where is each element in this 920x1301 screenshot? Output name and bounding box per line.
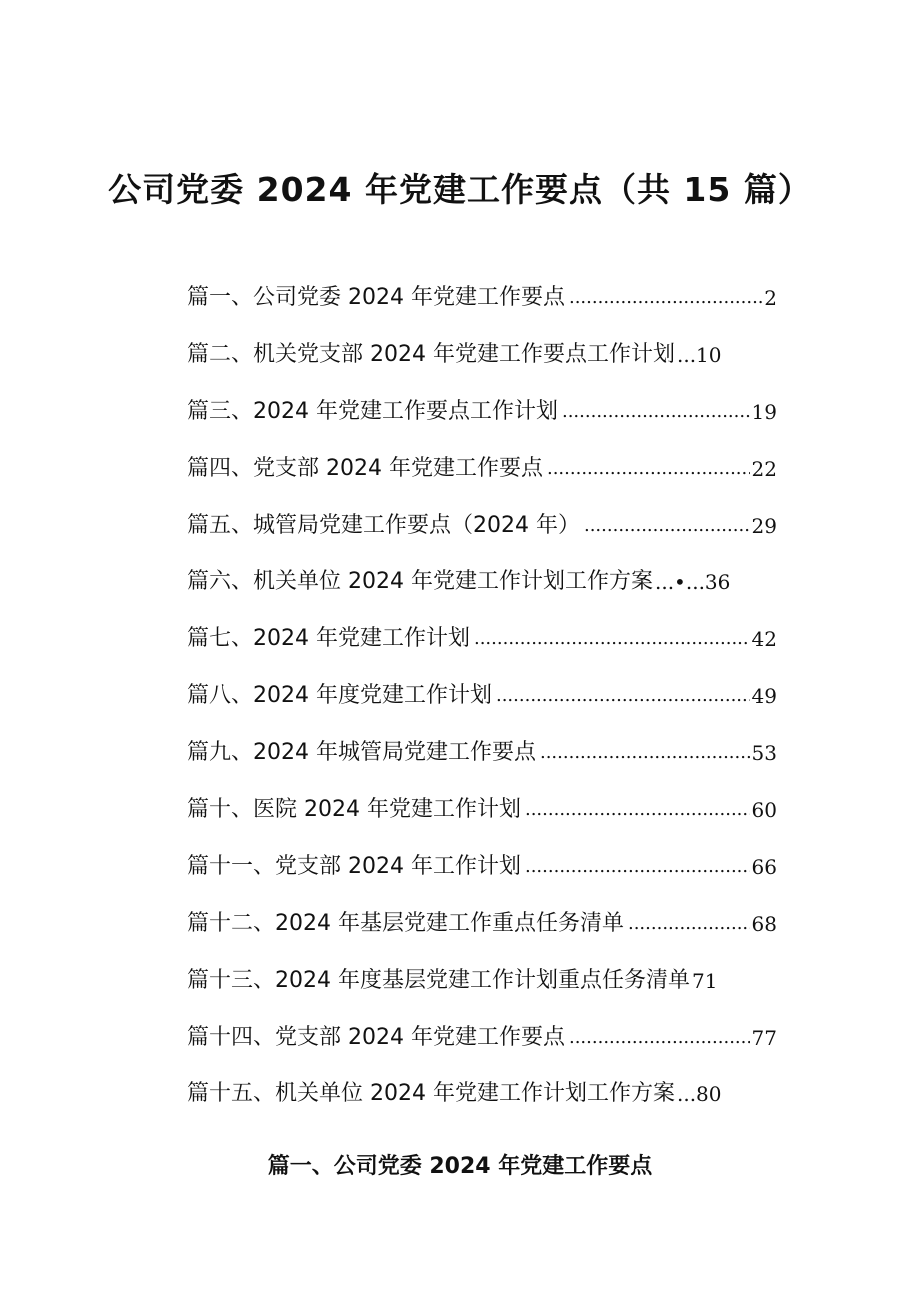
toc-leader-dots — [496, 678, 750, 714]
toc-entry-page: 19 — [751, 399, 777, 424]
toc-entry-12[interactable] — [187, 906, 777, 963]
toc-entry-8[interactable] — [187, 678, 777, 735]
toc-entry-page: ...80 — [676, 1082, 722, 1107]
toc-entry-page: ...•...36 — [654, 570, 731, 595]
toc-leader-dots — [525, 849, 750, 885]
toc-entry-page: 66 — [751, 854, 777, 879]
toc-entry-1[interactable] — [187, 280, 777, 337]
toc-entry-3[interactable] — [187, 394, 777, 451]
toc-entry-label: 篇十二、2024 年基层党建工作重点任务清单 — [187, 910, 624, 936]
toc-entry-10[interactable] — [187, 792, 777, 849]
table-of-contents — [187, 280, 777, 1133]
toc-entry-label: 篇十一、党支部 2024 年工作计划 — [187, 853, 521, 879]
toc-entry-4[interactable] — [187, 451, 777, 508]
toc-entry-6[interactable] — [187, 564, 777, 621]
toc-leader-dots — [547, 451, 750, 487]
toc-entry-11[interactable] — [187, 849, 777, 906]
toc-entry-page: ...10 — [676, 342, 722, 367]
toc-entry-5[interactable] — [187, 508, 777, 565]
toc-entry-page: 60 — [751, 798, 777, 823]
toc-entry-label: 篇二、机关党支部 2024 年党建工作要点工作计划 — [187, 341, 675, 367]
toc-entry-label: 篇十五、机关单位 2024 年党建工作计划工作方案 — [187, 1081, 675, 1107]
toc-leader-dots — [628, 906, 750, 942]
toc-entry-page: 53 — [751, 741, 777, 766]
toc-entry-label: 篇十三、2024 年度基层党建工作计划重点任务清单 — [187, 967, 690, 993]
toc-entry-13[interactable] — [187, 963, 777, 1020]
toc-entry-label: 篇六、机关单位 2024 年党建工作计划工作方案 — [187, 569, 653, 595]
toc-entry-page: 68 — [751, 911, 777, 936]
toc-leader-dots — [584, 508, 750, 544]
toc-entry-2[interactable] — [187, 337, 777, 394]
toc-entry-label: 篇十四、党支部 2024 年党建工作要点 — [187, 1024, 565, 1050]
toc-leader-dots — [569, 280, 762, 316]
toc-leader-dots — [474, 621, 750, 657]
toc-entry-label: 篇一、公司党委 2024 年党建工作要点 — [187, 285, 565, 310]
toc-leader-dots — [540, 735, 750, 771]
toc-entry-label: 篇五、城管局党建工作要点（2024 年） — [187, 512, 580, 538]
toc-leader-dots — [525, 792, 750, 828]
toc-entry-label: 篇四、党支部 2024 年党建工作要点 — [187, 455, 543, 481]
toc-entry-label: 篇三、2024 年党建工作要点工作计划 — [187, 398, 558, 424]
toc-entry-page: 42 — [751, 627, 777, 652]
toc-entry-label: 篇九、2024 年城管局党建工作要点 — [187, 740, 536, 766]
toc-entry-page: 22 — [751, 456, 777, 481]
toc-leader-dots — [569, 1020, 750, 1056]
toc-entry-15[interactable] — [187, 1076, 777, 1133]
toc-entry-7[interactable] — [187, 621, 777, 678]
toc-entry-label: 篇七、2024 年党建工作计划 — [187, 626, 470, 652]
toc-entry-14[interactable] — [187, 1020, 777, 1077]
toc-entry-label: 篇八、2024 年度党建工作计划 — [187, 683, 492, 709]
toc-entry-page: 49 — [751, 684, 777, 709]
toc-entry-page: 77 — [751, 1025, 777, 1050]
toc-entry-label: 篇十、医院 2024 年党建工作计划 — [187, 797, 521, 823]
section-heading: 篇一、公司党委 2024 年党建工作要点 — [267, 1154, 653, 1180]
toc-entry-page: 71 — [691, 968, 718, 993]
toc-leader-dots — [562, 394, 750, 430]
toc-entry-page: 2 — [764, 286, 777, 310]
toc-entry-page: 29 — [751, 513, 777, 538]
toc-entry-9[interactable] — [187, 735, 777, 792]
document-title: 公司党委 2024 年党建工作要点（共 15 篇） — [108, 170, 812, 210]
